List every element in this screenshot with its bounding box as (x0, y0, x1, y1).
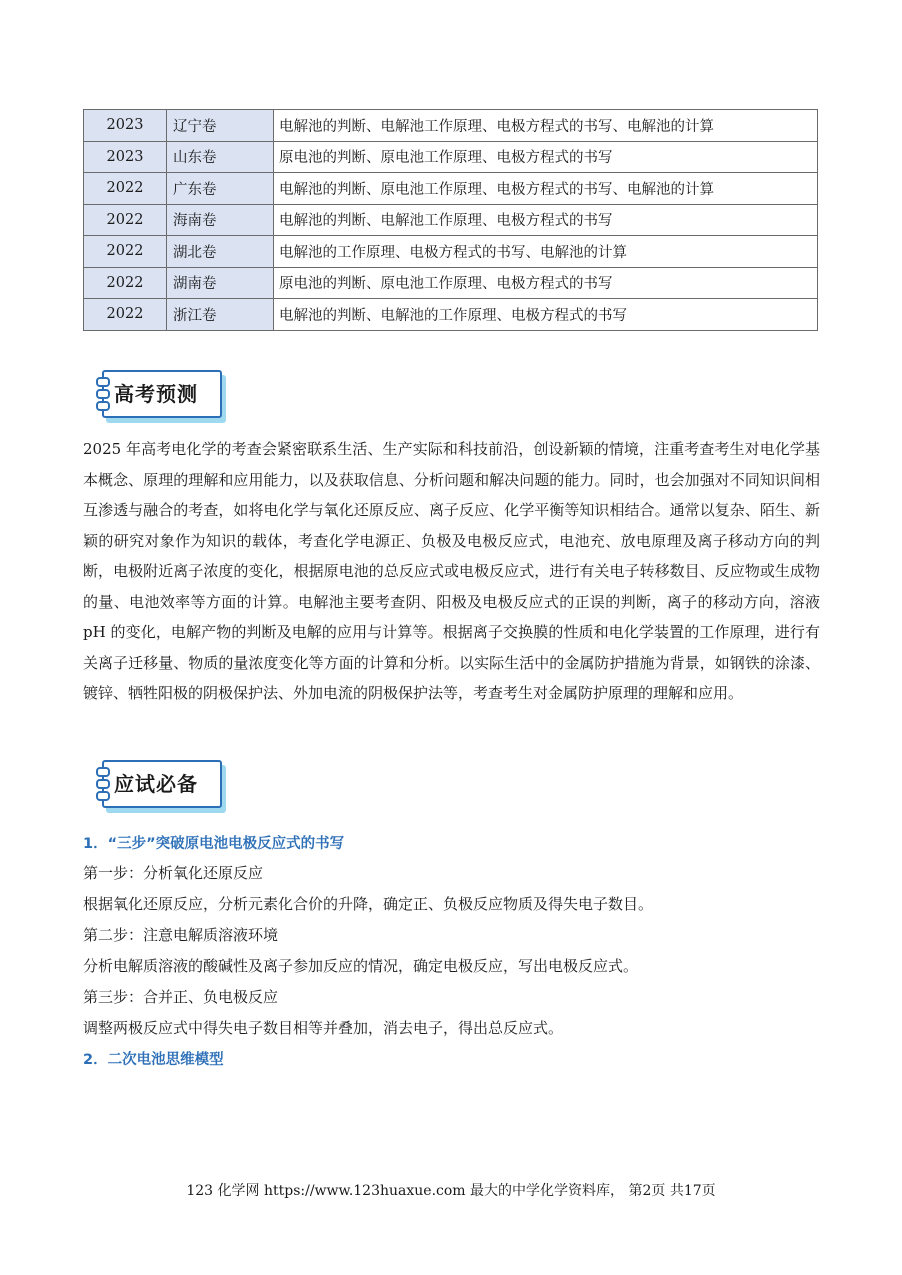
page-footer: 123 化学网 https://www.123huaxue.com 最大的中学化学资料库， 第2页 共17页 (186, 1183, 716, 1199)
subheading-secondary-battery: 2．二次电池思维模型 (83, 1052, 224, 1068)
year-cell: 2022 (84, 204, 167, 236)
province-cell: 湖北卷 (167, 236, 274, 268)
year-cell: 2023 (84, 141, 167, 173)
year-cell: 2022 (84, 236, 167, 268)
province-cell: 湖南卷 (167, 267, 274, 299)
table-row (84, 299, 818, 331)
table-row (84, 204, 818, 236)
province-cell: 海南卷 (167, 204, 274, 236)
binder-ring-icon (96, 779, 110, 789)
binder-ring-icon (96, 377, 110, 387)
subheading-three-steps: 1．“三步”突破原电池电极反应式的书写 (83, 836, 345, 852)
topic-cell: 原电池的判断、原电池工作原理、电极方程式的书写 (274, 267, 818, 299)
table-row (84, 267, 818, 299)
topic-cell: 电解池的工作原理、电极方程式的书写、电解池的计算 (274, 236, 818, 268)
step3-text: 调整两极反应式中得失电子数目相等并叠加，消去电子，得出总反应式。 (83, 1019, 564, 1037)
province-cell: 辽宁卷 (167, 110, 274, 142)
table-row (84, 173, 818, 205)
table-row (84, 236, 818, 268)
year-cell: 2022 (84, 173, 167, 205)
step3-title: 第三步：合并正、负电极反应 (83, 988, 279, 1006)
step1-text: 根据氧化还原反应，分析元素化合价的升降，确定正、负极反应物质及得失电子数目。 (83, 895, 654, 913)
table-row (84, 141, 818, 173)
year-cell: 2022 (84, 267, 167, 299)
step1-title: 第一步：分析氧化还原反应 (83, 864, 264, 882)
section-title: 高考预测 (114, 382, 198, 406)
exam-topic-table (83, 109, 818, 331)
section-banner-essentials (96, 760, 224, 810)
step2-text: 分析电解质溶液的酸碱性及离子参加反应的情况，确定电极反应，写出电极反应式。 (83, 957, 639, 975)
province-cell: 广东卷 (167, 173, 274, 205)
table-row (84, 110, 818, 142)
step2-title: 第二步：注意电解质溶液环境 (83, 926, 279, 944)
topic-cell: 电解池的判断、电解池工作原理、电极方程式的书写、电解池的计算 (274, 110, 818, 142)
topic-cell: 电解池的判断、电解池工作原理、电极方程式的书写 (274, 204, 818, 236)
binder-ring-icon (96, 401, 110, 411)
binder-ring-icon (96, 389, 110, 399)
binder-ring-icon (96, 767, 110, 777)
year-cell: 2023 (84, 110, 167, 142)
topic-cell: 原电池的判断、原电池工作原理、电极方程式的书写 (274, 141, 818, 173)
topic-cell: 电解池的判断、电解池的工作原理、电极方程式的书写 (274, 299, 818, 331)
section-title: 应试必备 (114, 772, 198, 796)
province-cell: 浙江卷 (167, 299, 274, 331)
province-cell: 山东卷 (167, 141, 274, 173)
binder-ring-icon (96, 791, 110, 801)
year-cell: 2022 (84, 299, 167, 331)
forecast-paragraph: 2025 年高考电化学的考查会紧密联系生活、生产实际和科技前沿，创设新颖的情境，注重考查考生对电化学基本概念、原理的理解和应用能力，以及获取信息、分析问题和解决问题的能力。同时，也会加强对不同知识间相互渗透与融合的考查，如将电化学与氧化还原反应、离子反应、化学平衡等知识相结合。通常以复杂、陌生、新颖的研究对象作为知识的载体，考查化学电源正、负极及电极反应式，电池充、放电原理及离子移动方向的判断，电极附近离子浓度的变化，根据原电池的总反应式或电极反应式，进行有关电子转移数目、反应物或生成物的量、电池效率等方面的计算。电解池主要考查阴、阳极及电极反应式的正误的判断，离子的移动方向，溶液 pH 的变化，电解产物的判断及电解的应用与计算等。根据离子交换膜的性质和电化学装置的工作原理，进行有关离子迁移量、物质的量浓度变化等方面的计算和分析。以实际生活中的金属防护措施为背景，如钢铁的涂漆、镀锌、牺牲阳极的阴极保护法、外加电流的阴极保护法等，考查考生对金属防护原理的理解和应用。 (83, 440, 820, 702)
section-banner-forecast (96, 370, 224, 420)
topic-cell: 电解池的判断、原电池工作原理、电极方程式的书写、电解池的计算 (274, 173, 818, 205)
